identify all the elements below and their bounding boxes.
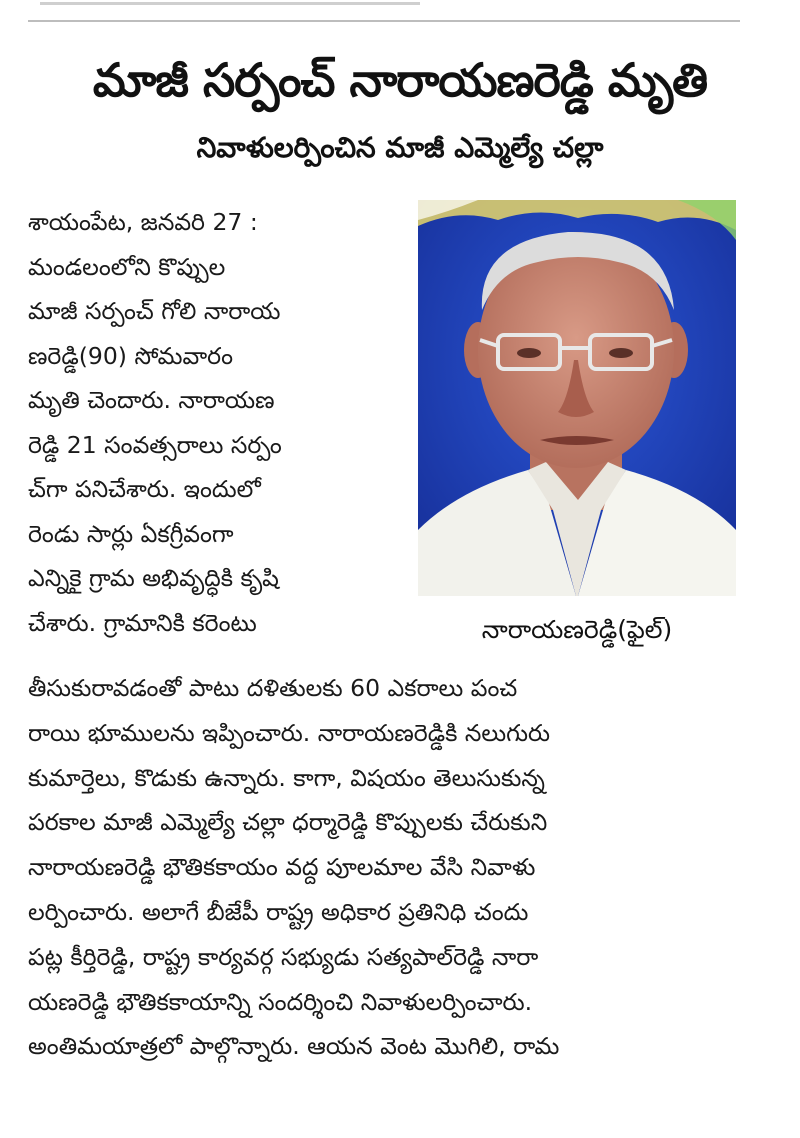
body-line: ఎన్నికై గ్రామ అభివృద్ధికి కృషి [28,564,279,592]
body-line: ణరెడ్డి(90) సోమవారం [28,341,233,370]
body-line: తీసుకురావడంతో పాటు దళితులకు 60 ఎకరాలు పంచ [28,674,518,702]
article-body-full [28,666,748,1069]
photo-caption: నారాయణరెడ్డి(ఫైల్) [481,615,673,644]
body-line: మృతి చెందారు. నారాయణ [28,386,275,414]
body-line: అంతిమయాత్రలో పాల్గొన్నారు. ఆయన వెంట మొగిలి, రామ [28,1032,560,1061]
body-line: శాయంపేట, జనవరి 27 : [28,208,258,236]
body-line: రాయి భూములను ఇప్పించారు. నారాయణరెడ్డికి నలుగురు [28,718,551,747]
portrait-photo [418,200,736,596]
body-line: రెడ్డి 21 సంవత్సరాలు సర్పం [28,430,282,459]
body-line: రెండు సార్లు ఏకగ్రీవంగా [28,519,234,548]
body-line: మండలంలోని కొప్పుల [28,252,226,281]
body-line: మాజీ సర్పంచ్ గోలి నారాయ [28,297,281,325]
body-line: కుమార్తెలు, కొడుకు ఉన్నారు. కాగా, విషయం తెలుసుకున్న [28,763,545,792]
body-line: పరకాల మాజీ ఎమ్మెల్యే చల్లా ధర్మారెడ్డి కొప్పులకు చేరుకుని [28,808,548,837]
article-body-column [28,200,390,645]
body-line: లర్పించారు. అలాగే బీజేపీ రాష్ట్ర అధికార ప్రతినిధి చందు [28,897,529,926]
body-line: చేశారు. గ్రామానికి కరెంటు [28,608,257,637]
subheadline: నివాళులర్పించిన మాజీ ఎమ్మెల్యే చల్లా [196,131,604,164]
previous-article-fragment [40,0,420,8]
body-line: చ్‌గా పనిచేశారు. ఇందులో [28,475,261,503]
body-line: పట్ల కీర్తిరెడ్డి, రాష్ట్ర కార్యవర్గ సభ్యుడు సత్యపాల్‌రెడ్డి నారా [28,942,539,971]
divider [28,20,740,22]
body-line: యణరెడ్డి భౌతికకాయాన్ని సందర్శించి నివాళులర్పించారు. [28,987,533,1016]
headline: మాజీ సర్పంచ్ నారాయణరెడ్డి మృతి [92,53,708,107]
body-line: నారాయణరెడ్డి భౌతికకాయం వద్ద పూలమాల వేసి నివాళు [28,853,536,882]
